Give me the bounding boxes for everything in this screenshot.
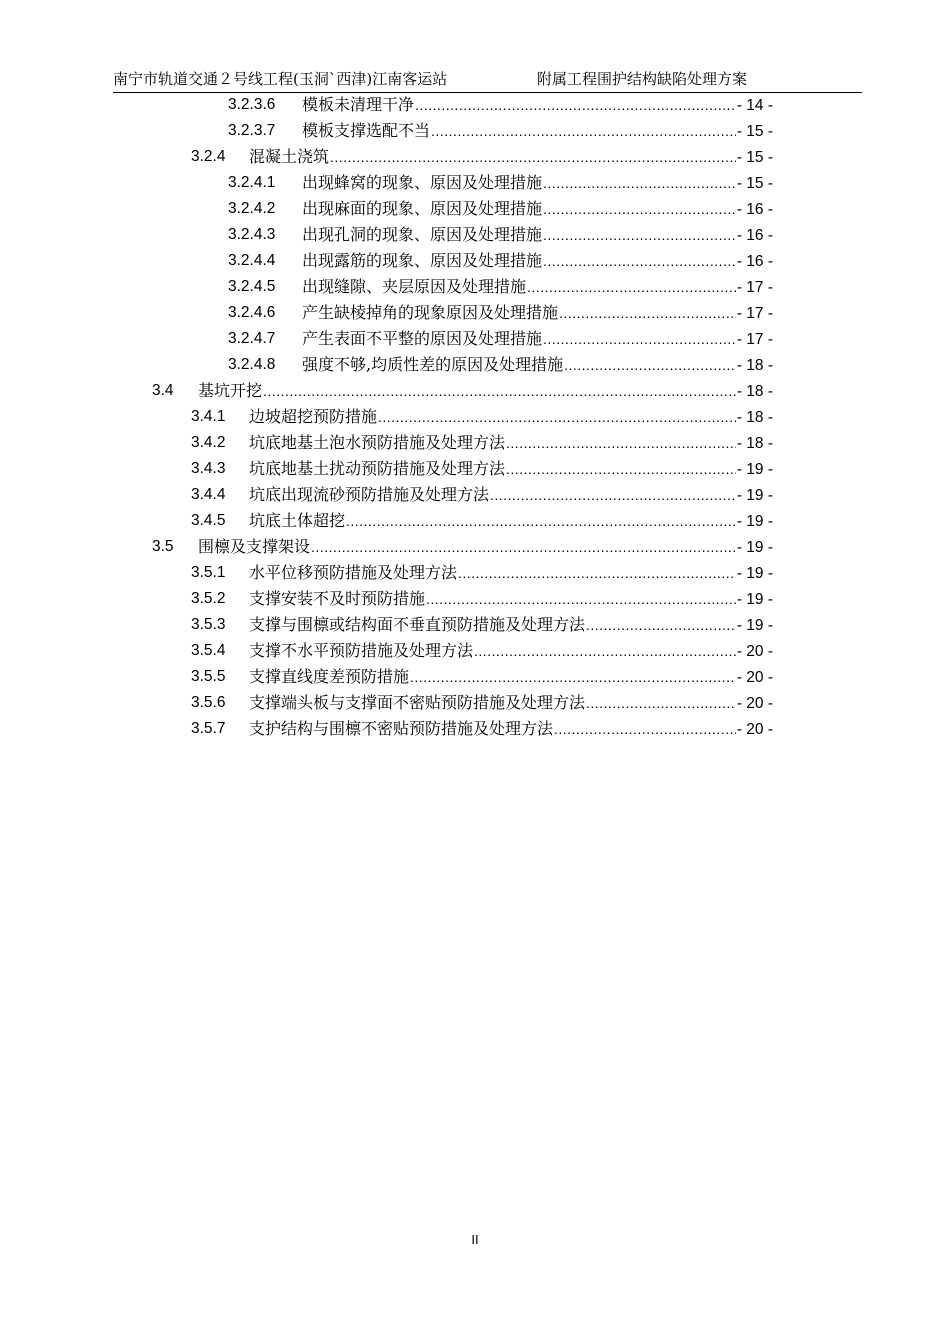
toc-entry-title: 支撑端头板与支撑面不密贴预防措施及处理方法 — [249, 693, 586, 712]
toc-entry-page: - 15 - — [736, 149, 773, 166]
toc-dot-leader — [586, 612, 736, 638]
toc-entry-title: 模板未清理干净 — [302, 95, 415, 114]
toc-entry-line — [302, 222, 773, 249]
toc-entry[interactable] — [0, 196, 950, 222]
toc-entry[interactable] — [0, 430, 950, 456]
toc-entry-number: 3.4.5 — [191, 512, 226, 529]
toc-entry[interactable] — [0, 352, 950, 378]
toc-dot-leader — [564, 352, 736, 378]
toc-entry-number: 3.5.3 — [191, 616, 226, 633]
toc-entry-line — [249, 482, 773, 509]
toc-entry-page: - 19 - — [736, 461, 773, 478]
toc-entry[interactable] — [0, 716, 950, 742]
toc-entry-page: - 17 - — [736, 331, 773, 348]
toc-dot-leader — [506, 456, 736, 482]
toc-entry[interactable] — [0, 326, 950, 352]
toc-entry-page: - 19 - — [736, 565, 773, 582]
toc-entry[interactable] — [0, 300, 950, 326]
toc-entry[interactable] — [0, 482, 950, 508]
toc-dot-leader — [263, 378, 736, 404]
header-project-title: 南宁市轨道交通２号线工程(玉洞`西津)江南客运站 — [113, 70, 448, 88]
toc-entry-title: 坑底出现流砂预防措施及处理方法 — [249, 485, 490, 504]
toc-entry-number: 3.2.4.1 — [228, 174, 276, 191]
toc-dot-leader — [330, 144, 736, 170]
toc-dot-leader — [543, 170, 736, 196]
toc-entry-number: 3.2.3.7 — [228, 122, 276, 139]
toc-entry-number: 3.4.3 — [191, 460, 226, 477]
toc-dot-leader — [415, 92, 736, 118]
toc-entry-line — [249, 508, 773, 535]
page-header — [113, 66, 862, 93]
toc-entry-page: - 19 - — [736, 513, 773, 530]
toc-entry-number: 3.5.2 — [191, 590, 226, 607]
toc-entry-page: - 20 - — [736, 669, 773, 686]
toc-entry[interactable] — [0, 690, 950, 716]
toc-entry[interactable] — [0, 274, 950, 300]
toc-entry-title: 出现孔洞的现象、原因及处理措施 — [302, 225, 543, 244]
toc-entry-page: - 19 - — [736, 487, 773, 504]
toc-entry-line — [302, 248, 773, 275]
toc-entry-title: 支撑直线度差预防措施 — [249, 667, 410, 686]
toc-entry-line — [249, 690, 773, 717]
toc-entry-title: 出现麻面的现象、原因及处理措施 — [302, 199, 543, 218]
toc-entry-page: - 15 - — [736, 123, 773, 140]
toc-entry-number: 3.2.4 — [191, 148, 226, 165]
toc-entry-title: 支护结构与围檩不密贴预防措施及处理方法 — [249, 719, 554, 738]
toc-dot-leader — [346, 508, 736, 534]
toc-entry[interactable] — [0, 534, 950, 560]
toc-entry-title: 基坑开挖 — [198, 381, 263, 400]
toc-entry-number: 3.2.4.8 — [228, 356, 276, 373]
toc-entry-title: 出现蜂窝的现象、原因及处理措施 — [302, 173, 543, 192]
toc-entry[interactable] — [0, 170, 950, 196]
toc-dot-leader — [527, 274, 736, 300]
header-document-title: 附属工程围护结构缺陷处理方案 — [537, 70, 748, 88]
toc-entry[interactable] — [0, 92, 950, 118]
toc-entry-line — [249, 638, 773, 665]
toc-entry-page: - 16 - — [736, 227, 773, 244]
toc-entry-title: 模板支撑选配不当 — [302, 121, 431, 140]
toc-dot-leader — [378, 404, 736, 430]
toc-entry-number: 3.5.6 — [191, 694, 226, 711]
toc-entry-line — [302, 196, 773, 223]
toc-entry-title: 围檩及支撑架设 — [198, 537, 311, 556]
toc-dot-leader — [543, 248, 736, 274]
toc-entry-page: - 18 - — [736, 357, 773, 374]
toc-entry-number: 3.2.4.2 — [228, 200, 276, 217]
toc-entry-title: 出现缝隙、夹层原因及处理措施 — [302, 277, 527, 296]
toc-dot-leader — [426, 586, 736, 612]
toc-entry-page: - 19 - — [736, 539, 773, 556]
toc-entry-page: - 18 - — [736, 409, 773, 426]
toc-entry-title: 坑底地基土泡水预防措施及处理方法 — [249, 433, 506, 452]
toc-entry[interactable] — [0, 144, 950, 170]
toc-entry-line — [249, 586, 773, 613]
toc-dot-leader — [543, 196, 736, 222]
toc-entry-title: 支撑不水平预防措施及处理方法 — [249, 641, 474, 660]
toc-entry-page: - 19 - — [736, 617, 773, 634]
page-number: II — [471, 1232, 479, 1247]
toc-entry-line — [302, 118, 773, 145]
toc-entry-line — [249, 404, 773, 431]
toc-entry-number: 3.4.2 — [191, 434, 226, 451]
toc-entry-title: 产生缺棱掉角的现象原因及处理措施 — [302, 303, 559, 322]
toc-entry-number: 3.5.5 — [191, 668, 226, 685]
toc-entry[interactable] — [0, 404, 950, 430]
toc-entry-number: 3.5.7 — [191, 720, 226, 737]
toc-entry-line — [198, 534, 773, 561]
toc-dot-leader — [506, 430, 736, 456]
toc-entry-page: - 17 - — [736, 279, 773, 296]
toc-entry-number: 3.2.4.5 — [228, 278, 276, 295]
toc-entry-line — [249, 430, 773, 457]
toc-entry-page: - 17 - — [736, 305, 773, 322]
toc-entry-page: - 18 - — [736, 435, 773, 452]
toc-entry[interactable] — [0, 586, 950, 612]
toc-entry-line — [249, 716, 773, 743]
table-of-contents — [0, 92, 950, 742]
toc-entry-number: 3.4 — [152, 382, 174, 399]
toc-dot-leader — [543, 326, 736, 352]
toc-entry-title: 强度不够,均质性差的原因及处理措施 — [302, 355, 564, 374]
toc-entry-number: 3.5.1 — [191, 564, 226, 581]
toc-dot-leader — [559, 300, 736, 326]
toc-entry-title: 水平位移预防措施及处理方法 — [249, 563, 458, 582]
toc-entry-page: - 15 - — [736, 175, 773, 192]
toc-entry-number: 3.4.4 — [191, 486, 226, 503]
toc-dot-leader — [311, 534, 736, 560]
toc-entry[interactable] — [0, 118, 950, 144]
toc-entry[interactable] — [0, 612, 950, 638]
toc-entry-line — [302, 170, 773, 197]
toc-dot-leader — [543, 222, 736, 248]
toc-entry[interactable] — [0, 222, 950, 248]
toc-entry-line — [249, 612, 773, 639]
toc-entry-line — [302, 300, 773, 327]
toc-entry-title: 支撑安装不及时预防措施 — [249, 589, 426, 608]
toc-entry[interactable] — [0, 378, 950, 404]
toc-entry-title: 坑底土体超挖 — [249, 511, 346, 530]
toc-entry-line — [198, 378, 773, 405]
toc-dot-leader — [554, 716, 736, 742]
toc-entry-title: 支撑与围檩或结构面不垂直预防措施及处理方法 — [249, 615, 586, 634]
toc-entry-page: - 20 - — [736, 695, 773, 712]
toc-entry-line — [302, 326, 773, 353]
toc-entry[interactable] — [0, 560, 950, 586]
toc-entry-number: 3.4.1 — [191, 408, 226, 425]
toc-entry-page: - 16 - — [736, 201, 773, 218]
toc-dot-leader — [410, 664, 736, 690]
toc-entry-page: - 19 - — [736, 591, 773, 608]
toc-entry-line — [249, 144, 773, 171]
toc-entry-number: 3.2.3.6 — [228, 96, 276, 113]
toc-entry-number: 3.2.4.7 — [228, 330, 276, 347]
toc-entry-number: 3.2.4.6 — [228, 304, 276, 321]
toc-dot-leader — [458, 560, 736, 586]
toc-entry-line — [302, 92, 773, 119]
toc-entry-page: - 20 - — [736, 721, 773, 738]
toc-entry-number: 3.2.4.3 — [228, 226, 276, 243]
toc-entry-title: 边坡超挖预防措施 — [249, 407, 378, 426]
toc-entry-title: 坑底地基土扰动预防措施及处理方法 — [249, 459, 506, 478]
toc-entry-page: - 20 - — [736, 643, 773, 660]
toc-entry-line — [249, 456, 773, 483]
toc-entry-line — [249, 664, 773, 691]
toc-entry-page: - 14 - — [736, 97, 773, 114]
toc-entry[interactable] — [0, 456, 950, 482]
toc-entry-line — [249, 560, 773, 587]
toc-entry[interactable] — [0, 664, 950, 690]
toc-entry-title: 产生表面不平整的原因及处理措施 — [302, 329, 543, 348]
toc-entry-page: - 18 - — [736, 383, 773, 400]
toc-dot-leader — [490, 482, 736, 508]
toc-entry-page: - 16 - — [736, 253, 773, 270]
toc-dot-leader — [586, 690, 736, 716]
toc-entry[interactable] — [0, 638, 950, 664]
toc-entry-line — [302, 274, 773, 301]
toc-dot-leader — [431, 118, 736, 144]
toc-entry-title: 出现露筋的现象、原因及处理措施 — [302, 251, 543, 270]
toc-entry[interactable] — [0, 508, 950, 534]
toc-entry-line — [302, 352, 773, 379]
toc-entry[interactable] — [0, 248, 950, 274]
toc-entry-number: 3.2.4.4 — [228, 252, 276, 269]
toc-dot-leader — [474, 638, 736, 664]
toc-entry-number: 3.5.4 — [191, 642, 226, 659]
toc-entry-number: 3.5 — [152, 538, 174, 555]
toc-entry-title: 混凝土浇筑 — [249, 147, 330, 166]
